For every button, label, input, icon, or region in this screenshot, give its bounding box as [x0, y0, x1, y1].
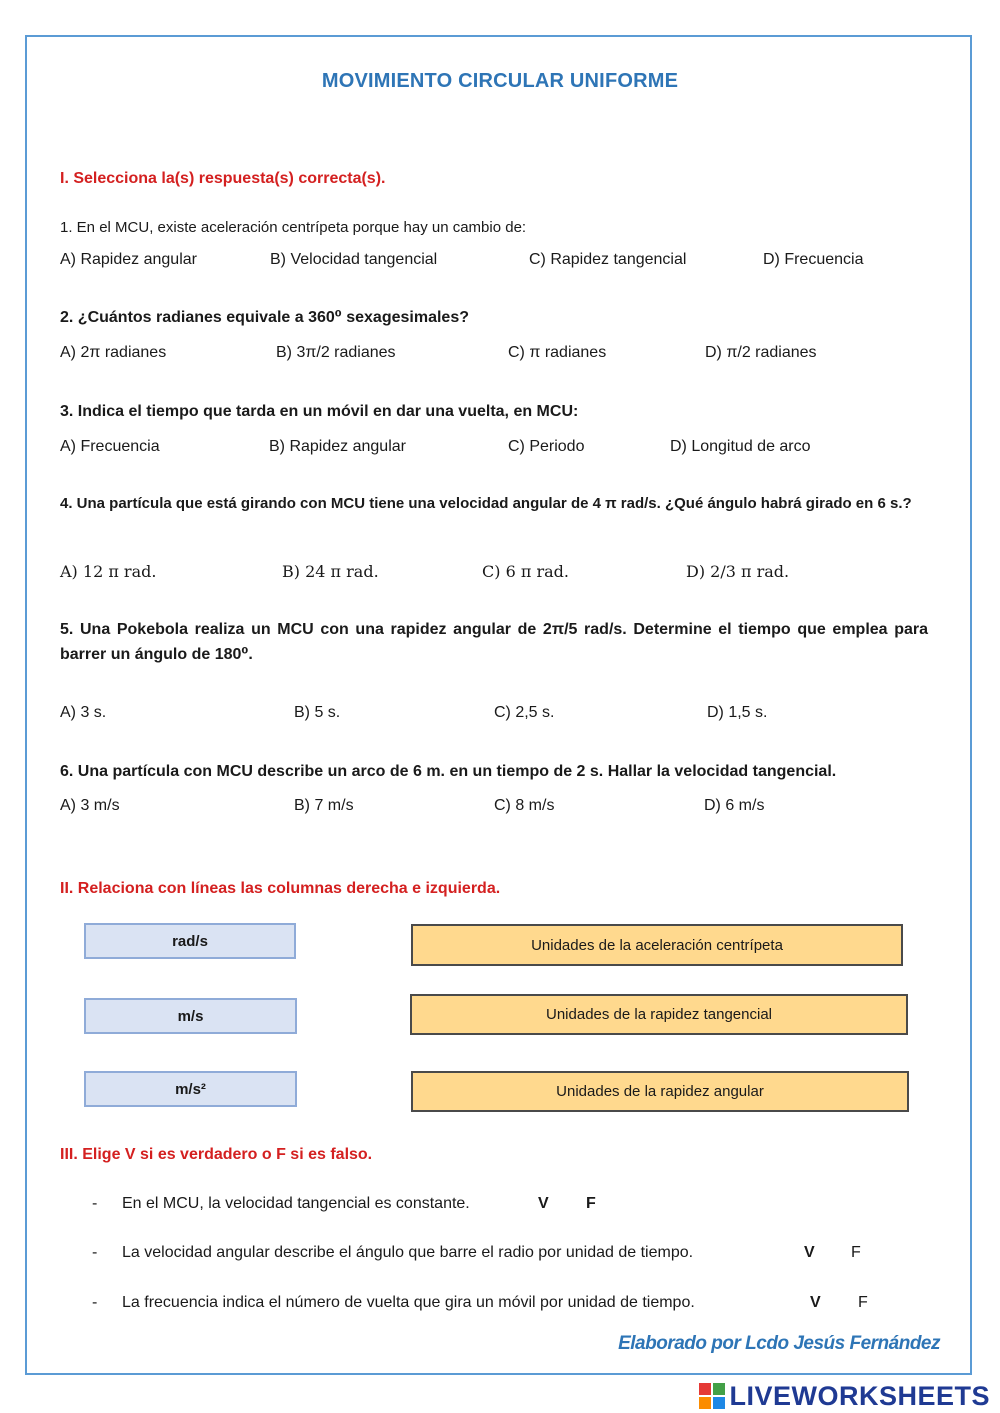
- tf-statement-2-text: La velocidad angular describe el ángulo que barre el radio por unidad de tiempo.: [122, 1244, 694, 1261]
- q4-option-d[interactable]: D) 2/3 π rad.: [686, 562, 790, 581]
- q4-option-c[interactable]: C) 6 π rad.: [482, 562, 569, 581]
- tf-2-false-option[interactable]: F: [851, 1244, 861, 1261]
- match-right-tangential-units[interactable]: Unidades de la rapidez tangencial: [410, 994, 908, 1035]
- question-2: 2. ¿Cuántos radianes equivale a 360⁰ sexagesimales?: [60, 309, 469, 326]
- q6-option-d[interactable]: D) 6 m/s: [704, 797, 765, 814]
- q6-option-b[interactable]: B) 7 m/s: [294, 797, 354, 814]
- question-4: 4. Una partícula que está girando con MCU tiene una velocidad angular de 4 π rad/s. ¿Qué ángulo habrá girado en 6 s.?: [60, 495, 912, 512]
- question-6: 6. Una partícula con MCU describe un arco de 6 m. en un tiempo de 2 s. Hallar la velocidad tangencial.: [60, 763, 837, 780]
- q1-option-d[interactable]: D) Frecuencia: [763, 251, 864, 268]
- q4-option-a[interactable]: A) 12 π rad.: [60, 562, 157, 581]
- match-right-centripetal-units[interactable]: Unidades de la aceleración centrípeta: [411, 924, 903, 966]
- q2-option-c[interactable]: C) π radianes: [508, 344, 607, 361]
- tf-2-true-option[interactable]: V: [804, 1244, 815, 1261]
- q5-option-a[interactable]: A) 3 s.: [60, 704, 107, 721]
- q1-option-c[interactable]: C) Rapidez tangencial: [529, 251, 687, 268]
- section-2-heading: II. Relaciona con líneas las columnas derecha e izquierda.: [60, 880, 501, 897]
- tf-statement-2: [92, 1244, 693, 1262]
- q6-option-c[interactable]: C) 8 m/s: [494, 797, 555, 814]
- section-3-heading: III. Elige V si es verdadero o F si es falso.: [60, 1146, 373, 1163]
- q3-option-b[interactable]: B) Rapidez angular: [269, 438, 406, 455]
- tf-statement-1-text: En el MCU, la velocidad tangencial es constante.: [122, 1195, 470, 1212]
- tf-1-true-option[interactable]: V: [538, 1195, 549, 1212]
- question-5: 5. Una Pokebola realiza un MCU con una rapidez angular de 2π/5 rad/s. Determine el tiempo que emplea para barrer un ángulo de 180⁰.: [60, 621, 928, 663]
- q1-option-b[interactable]: B) Velocidad tangencial: [270, 251, 438, 268]
- match-right-angular-units[interactable]: Unidades de la rapidez angular: [411, 1071, 909, 1112]
- match-left-m-per-s2[interactable]: m/s²: [84, 1071, 297, 1107]
- bullet-dash: -: [92, 1195, 98, 1212]
- tf-3-false-option[interactable]: F: [858, 1294, 868, 1311]
- tf-statement-3-text: La frecuencia indica el número de vuelta que gira un móvil por unidad de tiempo.: [122, 1294, 695, 1311]
- liveworksheets-wordmark: LIVEWORKSHEETS: [729, 1380, 990, 1411]
- liveworksheets-logo[interactable]: [699, 1380, 990, 1412]
- tf-1-false-option[interactable]: F: [586, 1195, 596, 1212]
- q5-option-c[interactable]: C) 2,5 s.: [494, 704, 555, 721]
- q3-option-c[interactable]: C) Periodo: [508, 438, 585, 455]
- bullet-dash: -: [92, 1244, 98, 1261]
- q1-option-a[interactable]: A) Rapidez angular: [60, 251, 197, 268]
- bullet-dash: -: [92, 1294, 98, 1311]
- q2-option-d[interactable]: D) π/2 radianes: [705, 344, 817, 361]
- author-credit: Elaborado por Lcdo Jesús Fernández: [618, 1333, 940, 1354]
- q5-option-d[interactable]: D) 1,5 s.: [707, 704, 768, 721]
- q3-option-d[interactable]: D) Longitud de arco: [670, 438, 811, 455]
- match-left-rad-per-s[interactable]: rad/s: [84, 923, 296, 959]
- q6-option-a[interactable]: A) 3 m/s: [60, 797, 120, 814]
- tf-3-true-option[interactable]: V: [810, 1294, 821, 1311]
- match-left-m-per-s[interactable]: m/s: [84, 998, 297, 1034]
- liveworksheets-icon: [699, 1383, 725, 1409]
- question-3: 3. Indica el tiempo que tarda en un móvil en dar una vuelta, en MCU:: [60, 403, 579, 420]
- tf-statement-1: [92, 1195, 470, 1213]
- q2-option-b[interactable]: B) 3π/2 radianes: [276, 344, 396, 361]
- section-1-heading: I. Selecciona la(s) respuesta(s) correcta(s).: [60, 170, 386, 187]
- q5-option-b[interactable]: B) 5 s.: [294, 704, 341, 721]
- worksheet-title: MOVIMIENTO CIRCULAR UNIFORME: [321, 70, 679, 92]
- q3-option-a[interactable]: A) Frecuencia: [60, 438, 160, 455]
- q4-option-b[interactable]: B) 24 π rad.: [282, 562, 379, 581]
- tf-statement-3: [92, 1294, 695, 1312]
- question-1: 1. En el MCU, existe aceleración centrípeta porque hay un cambio de:: [60, 219, 527, 236]
- q2-option-a[interactable]: A) 2π radianes: [60, 344, 167, 361]
